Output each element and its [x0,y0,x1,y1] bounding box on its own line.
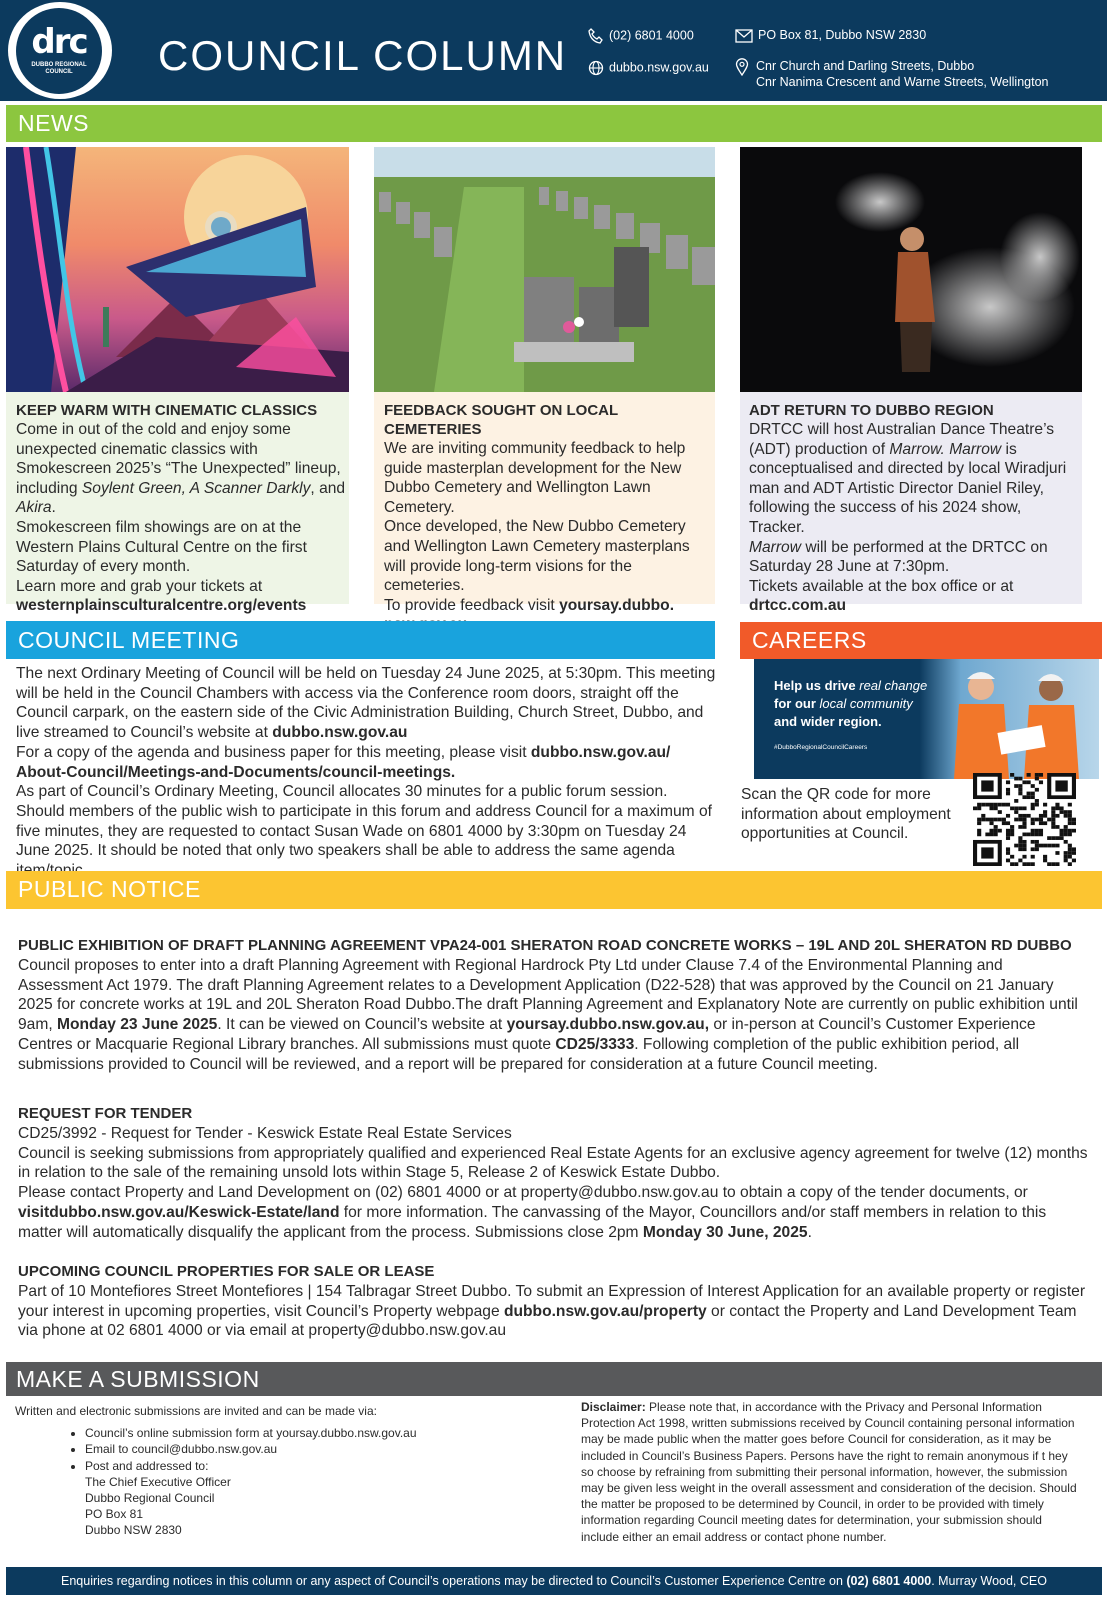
notice-2-e: for more information. The canvassing of the Mayor, Councillors and/or staff members in relation to this matter will automatically disqualify the applicant from the process. Submissions close 2pm [18,1203,1047,1241]
news-3-p1a: DRTCC will host Australian Dance Theatre’s (ADT) production of [749,421,1055,458]
footer-bar [6,1567,1102,1595]
meeting-p3: As part of Council’s Ordinary Meeting, Council allocates 30 minutes for a public forum session. Should members of the public wish to participate in this forum and address Council for a maximum of five minutes, they are requested to contact Susan Wade on 6801 4000 by 3:30pm on Tuesday 24 June 2025. It should be noted that only two speakers shall be able to address the same agenda [16,783,712,860]
careers-text: Scan the QR code for more information about employment opportunities at Council. [741,786,951,843]
phone-text[interactable]: (02) 6801 4000 [609,28,694,43]
footer-ceo: . Murray Wood, CEO [931,1574,1047,1588]
workers-illustration [929,659,1099,779]
web-link[interactable]: dubbo.nsw.gov.au [609,60,709,75]
disclaimer-text: Please note that, in accordance with the Privacy and Personal Information Protection Act 1998, written submissions received by Council containing personal information may be made public when the matter goes before Council for consideration, as it may be included in Council’s Business Papers. Persons have the right to remain anonymous if t hey so choose by refraining from submitting their personal information, however, the submission may be given less weight in the overall assessment and consideration of the decision. Should the matter be proposed to be determined by Council, in order to be provided with timely information regarding Council meeting dates for determination, your submission should include either an email address or contact phone number. [581,1400,1077,1544]
news-1-p1-end: . [51,499,56,517]
notice-2-f: Monday 30 June, 2025 [642,1223,808,1241]
submission-disclaimer [581,1399,1081,1545]
notice-1-g: . Following completion of the public exhibition period, all submissions provided to Council will be reviewed, and a report will be prepared for consideration at a future Council meeting. [18,1035,1020,1073]
news-3-title: ADT RETURN TO DUBBO REGION [749,402,994,419]
submission-heading: MAKE A SUBMISSION [6,1362,1102,1396]
meeting-p2: For a copy of the agenda and business paper for this meeting, please visit [16,743,531,761]
council-meeting-heading: COUNCIL MEETING [6,621,715,659]
news-1-p1-italic-2: Akira [16,499,52,517]
news-1-title: KEEP WARM WITH CINEMATIC CLASSICS [16,402,318,419]
meeting-p2-link[interactable]: dubbo.nsw.gov.au/ About-Council/Meetings-and-Documents/council-meetings. [16,743,671,781]
news-1-p2: Smokescreen film showings are on at the Western Plains Cultural Centre on the first Saturday of every month. [16,518,307,576]
notice-1-f: CD25/3333 [555,1035,635,1053]
careers-hashtag: #DubboRegionalCouncilCareers [774,744,868,751]
address-line: Dubbo Regional Council [85,1491,215,1506]
notice-1-a: Council proposes to enter into a draft Planning Agreement with Regional Hardrock Pty Ltd under Clause 7.4 of the Environmental Planning and Assessment Act 1979. The draft Planning Agreement relates to a Development Application (D22-528) that was approved by the Council on 21 January 2025 for concrete works at 19L and 20L Sheraton Road Dubbo.The draft Planning Agreement and Explanatory Note are currently on public exhibition until 9am, [18,956,1078,1034]
news-2-p1: We are inviting community feedback to help guide masterplan development for the New Dubbo Cemetery and Wellington Lawn Cemetery. [384,440,686,516]
meeting-p1-link[interactable]: dubbo.nsw.gov.au [272,724,408,742]
public-notice-heading: PUBLIC NOTICE [6,871,1102,909]
careers-banner-3: for our [774,696,820,711]
news-1-p3: Learn more and grab your tickets at [16,577,263,595]
phone-info [588,28,694,44]
news-1-p1: Come in out of the cold and enjoy some unexpected cinematic classics with Smokescreen 2025’s “The Unexpected” lineup, including [16,421,341,497]
dancer-photo [740,147,1082,392]
notice-1-link[interactable]: yoursay.dubbo.nsw.gov.au, [506,1016,710,1034]
news-3-p1b: is conceptualised and directed by local Wiradjuri man and ADT Artistic Director Daniel Riley, following the success of his 2024 show, Tracker. [749,440,1067,536]
news-2-p2: Once developed, the New Dubbo Cemetery and Wellington Lawn Cemetery masterplans will provide long-term visions for the cemeteries. [384,518,690,595]
notice-1-c: . It can be viewed on Council’s website at [217,1016,507,1034]
phone-icon [588,28,604,44]
notice-2-a: CD25/3992 - Request for Tender - Keswick Estate Real Estate Services [18,1124,512,1142]
address-line: Dubbo NSW 2830 [85,1523,182,1538]
news-1-link[interactable]: westernplainsculturalcentre.org/events [16,597,307,615]
submission-item-online[interactable]: • Council’s online submission form at yoursay.dubbo.nsw.gov.au [85,1425,555,1441]
submission-methods [15,1403,555,1539]
careers-banner[interactable] [754,659,1099,779]
news-3-p1-italic: Marrow. Marrow [889,440,1002,458]
news-3-p3: Tickets available at the box office or at [749,577,1014,595]
news-heading: NEWS [6,105,1102,142]
header-bar [0,0,1107,101]
location-pin-icon [735,58,749,76]
globe-icon [588,60,604,76]
web-info [588,60,709,76]
news-2-p3: To provide feedback visit [384,596,560,614]
news-1-p1-italic-1: Soylent Green, A Scanner Darkly [81,479,311,497]
submission-intro: Written and electronic submissions are invited and can be made via: [15,1404,377,1418]
cemetery-photo [374,147,715,392]
notice-1-title: PUBLIC EXHIBITION OF DRAFT PLANNING AGREEMENT VPA24-001 SHERATON ROAD CONCRETE WORKS – 19L AND 20L SHERATON RD DUBBO [18,937,1072,954]
logo-sub-1: DUBBO REGIONAL [31,62,87,68]
address-line: PO Box 81 [85,1507,144,1522]
news-1-p1-mid: , and [310,479,346,497]
notice-2-b: Council is seeking submissions from appropriately qualified and experienced Real Estate Agents for an exclusive agency agreement for twelve (12) months in relation to the sale of the remaining unsold lots within Stage 5, Release 2 of Keswick Estate Dubbo. [18,1144,1088,1182]
notice-3-link[interactable]: dubbo.nsw.gov.au/property [503,1302,707,1320]
careers-banner-1: Help us drive [774,678,860,693]
address-line-1: Cnr Church and Darling Streets, Dubbo [756,59,975,73]
qr-code[interactable] [973,773,1076,866]
careers-banner-4: local community [819,696,913,711]
logo-sub-2: COUNCIL [45,69,73,75]
news-3-link[interactable]: drtcc.com.au [749,597,847,615]
news-3-p2: will be performed at the DRTCC on Saturday 28 June at 7:30pm. [749,538,1048,576]
notice-1-e: or in-person at Council’s Customer Experience Centres or Macquarie Regional Library branches. All submissions must quote [18,1016,1036,1053]
careers-banner-5: and wider region. [774,714,882,729]
news-3-p2-italic: Marrow [749,538,801,556]
footer-phone[interactable]: (02) 6801 4000 [846,1574,932,1588]
notice-properties [18,1262,1090,1341]
notice-planning-agreement [18,936,1090,1075]
news-article-2 [384,401,710,635]
notice-2-title: REQUEST FOR TENDER [18,1105,193,1122]
address-line-2: Cnr Nanima Crescent and Warne Streets, Wellington [756,75,1049,89]
notice-2-c: Please contact Property and Land Development on (02) 6801 4000 or at property@dubbo.nsw.gov.au to obtain a copy of the tender documents, or [18,1184,1028,1202]
submission-item-email[interactable]: • Email to council@dubbo.nsw.gov.au [85,1441,555,1457]
meeting-p1: The next Ordinary Meeting of Council will be held on Tuesday 24 June 2025, at 5:30pm. This meeting will be held in the Council Chambers with access via the Conference room doors, straight off the Council carpark, on the eastern side of the Civic Administration Building, Church Street, Dubbo, and live streamed to Council’s website at [16,665,716,742]
careers-heading: CAREERS [740,622,1102,659]
news-2-link[interactable]: yoursay.dubbo. [559,596,675,614]
notice-tender [18,1104,1090,1243]
news-2-title: FEEDBACK SOUGHT ON LOCAL CEMETERIES [384,402,618,438]
page-title: COUNCIL COLUMN [158,32,568,79]
address-line: The Chief Executive Officer [85,1474,231,1489]
mail-icon [735,29,753,43]
cinema-poster-image [6,147,349,392]
council-logo [8,2,112,99]
po-text: PO Box 81, Dubbo NSW 2830 [758,28,927,42]
logo-mark: drc [31,22,87,62]
careers-banner-2: real change [859,678,928,693]
po-info [735,28,926,43]
news-article-1 [16,401,346,616]
notice-3-c: or contact the Property and Land Development Team via phone at 02 6801 4000 or via email at property@dubbo.nsw.gov.au [18,1302,1077,1340]
disclaimer-label: Disclaimer: [581,1400,646,1414]
council-meeting-text [16,664,716,881]
notice-3-title: UPCOMING COUNCIL PROPERTIES FOR SALE OR LEASE [18,1263,435,1280]
notice-2-link[interactable]: visitdubbo.nsw.gov.au/Keswick-Estate/land [18,1203,340,1221]
submission-item-post: • Post and addressed to: [85,1458,555,1474]
news-article-3 [749,401,1079,616]
notice-1-b: Monday 23 June 2025 [57,1016,218,1034]
notice-3-a: Part of 10 Montefiores Street Montefiores | 154 Talbragar Street Dubbo. To submit an Expression of Interest Application for an available property or register your interest in upcoming properties, visit Council’s Property webpage [18,1282,1086,1320]
address-info [735,58,1049,90]
notice-2-g: . [807,1223,812,1241]
footer-text: Enquiries regarding notices in this column or any aspect of Council’s operations may be directed to Council’s Customer Experience Centre on [61,1574,847,1588]
